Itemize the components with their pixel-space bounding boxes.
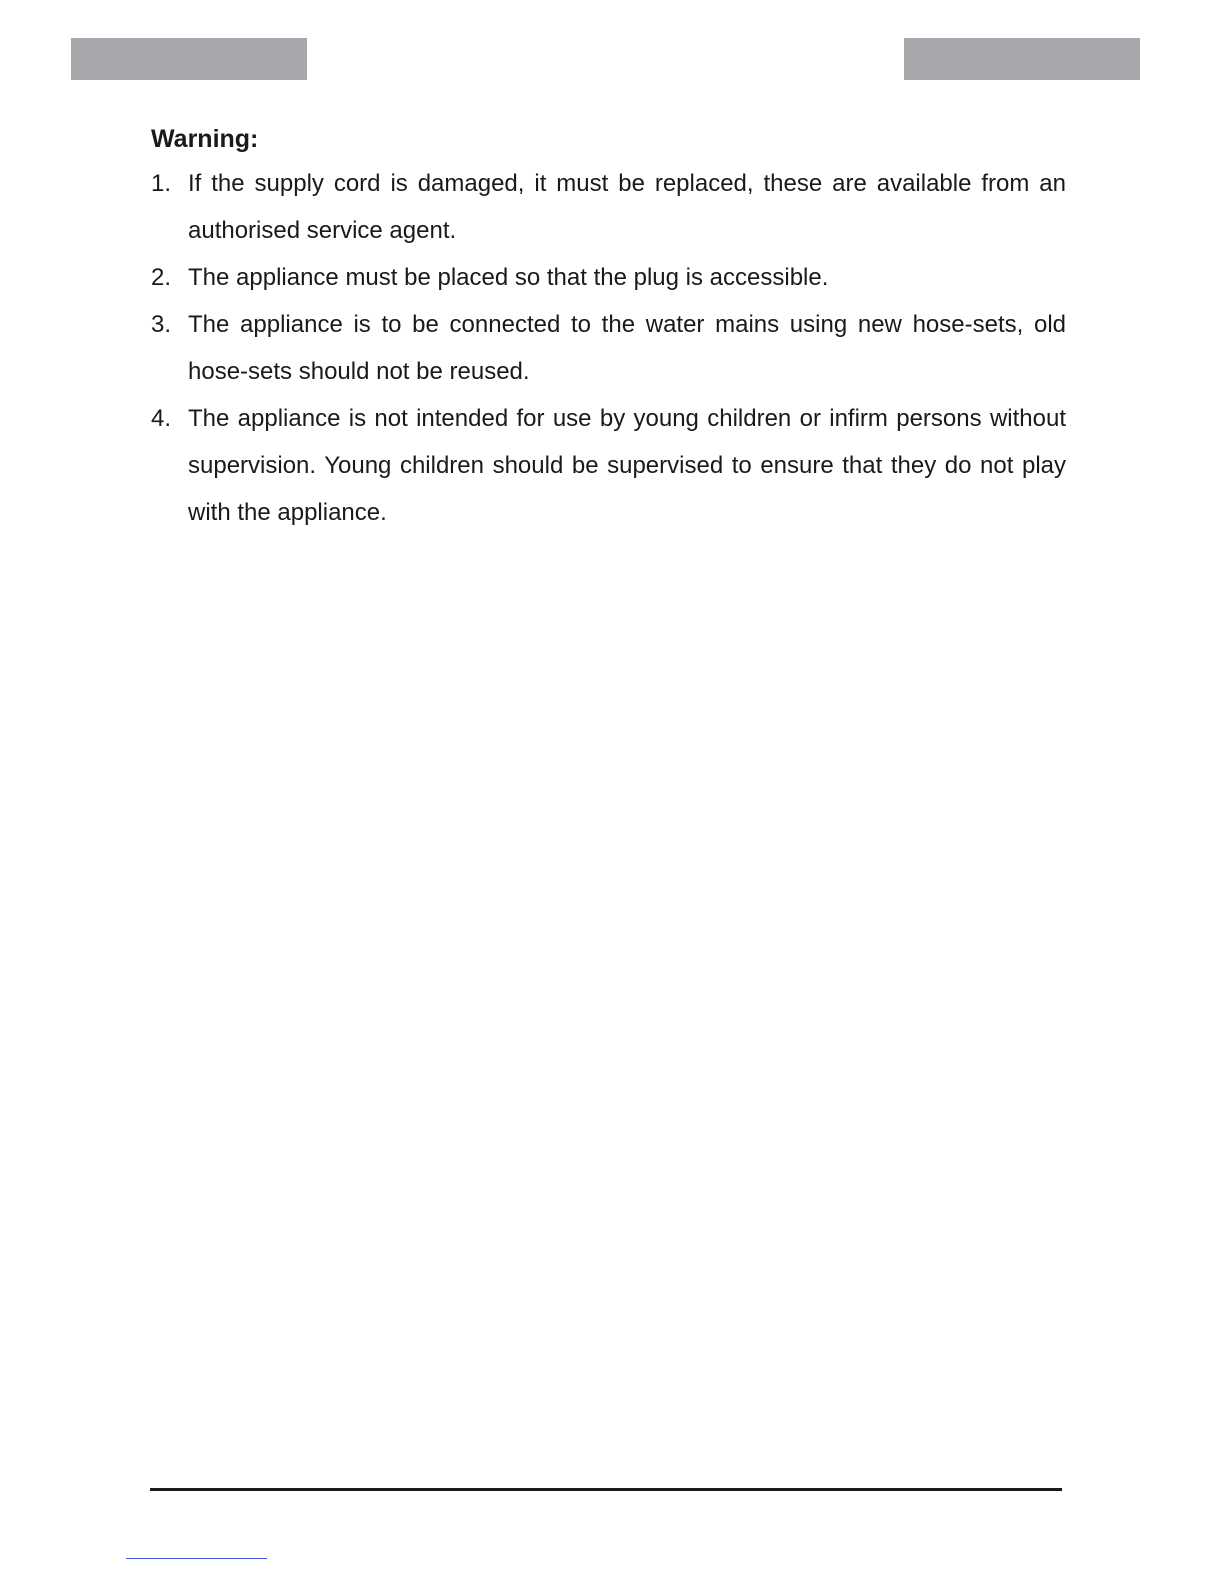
item-number: 2. [151,264,172,291]
item-text: The appliance is not intended for use by young children or infirm persons without supervision. Young children should be supervised to ensure that they do not play with the appliance. [188,405,1066,526]
item-number: 3. [151,311,172,338]
warning-item-1 [151,160,1066,254]
header-bar-left [71,38,307,80]
warning-section [151,118,1066,536]
header-bar-right [904,38,1140,80]
warning-item-3 [151,301,1066,395]
warning-list [151,160,1066,536]
warning-item-4 [151,395,1066,536]
item-number: 4. [151,405,172,432]
item-number: 1. [151,170,172,197]
item-text: If the supply cord is damaged, it must be replaced, these are available from an authorised service agent. [188,170,1066,244]
warning-item-2 [151,254,1066,301]
footer-rule [150,1488,1062,1491]
warning-heading: Warning: [151,125,259,153]
item-text: The appliance is to be connected to the water mains using new hose-sets, old hose-sets should not be reused. [188,311,1066,385]
footer-link-underline [126,1558,267,1559]
item-text: The appliance must be placed so that the plug is accessible. [188,264,829,291]
